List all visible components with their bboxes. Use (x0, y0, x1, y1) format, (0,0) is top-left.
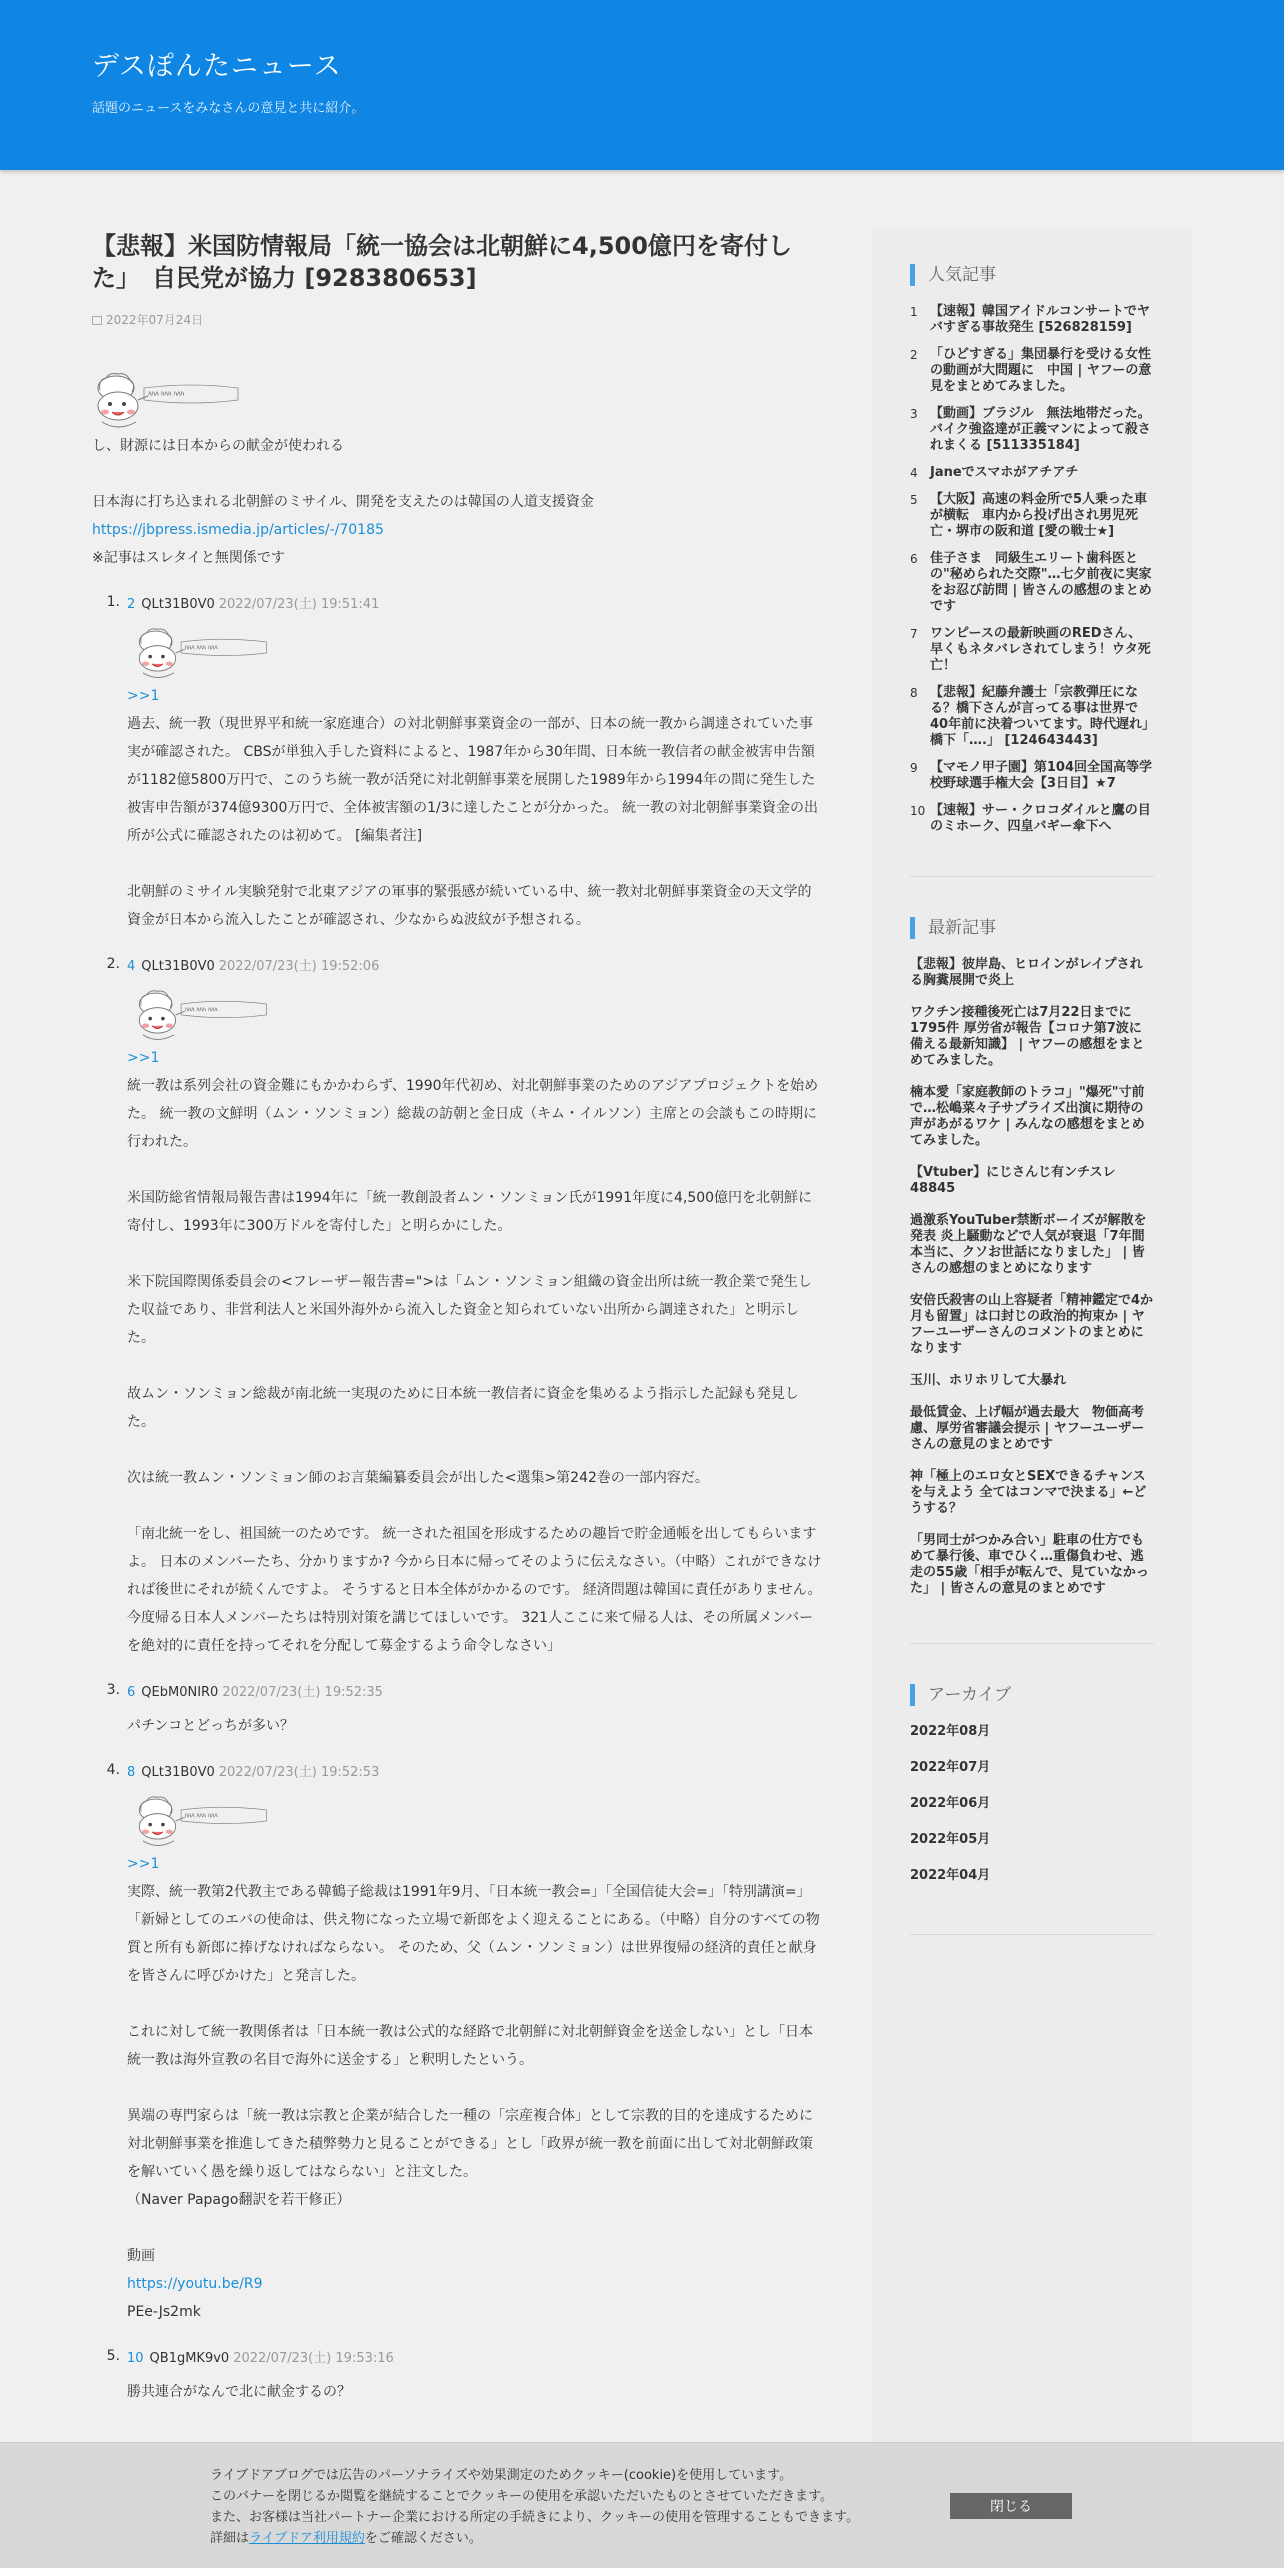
anchor-link[interactable]: >>1 (127, 687, 160, 704)
spacer (127, 1436, 822, 1464)
archive-item[interactable]: 2022年06月 (910, 1796, 991, 1811)
recent-item[interactable]: 楠本愛「家庭教師のトラコ」"爆死"寸前で…松嶋菜々子サプライズ出演に期待の声があがるワケ | みんなの感想をまとめてみました。 (910, 1085, 1145, 1148)
article-title: 【悲報】米国防情報局「統一協会は北朝鮮に4,500億円を寄付した」 自民党が協力 [928380653] (92, 232, 792, 293)
comment-time: 2022/07/23(土) 19:53:16 (233, 2350, 394, 2366)
comment-header (127, 1762, 822, 1784)
recent-item[interactable]: 「男同士がつかみ合い」駐車の仕方でもめて暴行後、車でひく…重傷負わせ、逃走の55歳「相手が転んで、見ていなかった」 | 皆さんの意見のまとめです (910, 1533, 1149, 1596)
rank-number: 1 (910, 305, 918, 319)
recent-list (910, 957, 1154, 1597)
comment-id: QEbM0NIR0 (141, 1684, 219, 1700)
aa-text: ﾊﾊﾊ ﾊﾊﾊ ﾊﾊﾊ (148, 389, 184, 398)
comment-paragraph: 実際、統一教第2代教主である韓鶴子総裁は1991年9月、「日本統一教会=」「全国信徒大会=」「特別講演=」「新婦としてのエバの使命は、供え物になった立場で新郎をよく迎えることにある。（中略）自分のすべての物質と所有も新郎に捧げなければならない。 そのため、父（ムン・ソンミョン）は世界復帰の経済的責任と献身を皆さんに呼びかけた」と発言した。 (127, 1883, 820, 1984)
comment-body (127, 1704, 822, 1740)
comment (92, 1762, 822, 2326)
comment-paragraph: 米下院国際関係委員会の<フレーザー報告書=">は「ムン・ソンミョン組織の資金出所は統一教企業で発生した収益であり、非営利法人と米国外海外から流入した資金と知られていない出所から調達された」と明示した。 (127, 1273, 812, 1346)
sidebar (872, 230, 1192, 2568)
rank-number: 3 (910, 407, 918, 421)
terms-link[interactable]: ライブドア利用規約 (249, 2531, 365, 2546)
comment-paragraph: 故ムン・ソンミョン総裁が南北統一実現のために日本統一教信者に資金を集めるよう指示した記録も発見した。 (127, 1385, 799, 1430)
cookie-banner (0, 2442, 1284, 2568)
reply-link[interactable]: 6 (127, 1684, 136, 1700)
comment-id: QB1gMK9v0 (149, 2350, 230, 2366)
popular-item[interactable] (910, 685, 1154, 749)
article-line: 日本海に打ち込まれる北朝鮮のミサイル、開発を支えたのは韓国の人道支援資金 (92, 493, 594, 510)
ascii-art-image (92, 366, 242, 432)
popular-item[interactable] (910, 626, 1154, 674)
popular-item-title[interactable]: Janeでスマホがアチアチ (930, 465, 1079, 480)
comment-paragraph: 米国防総省情報局報告書は1994年に「統一教創設者ムン・ソンミョン氏が1991年度に4,500億円を北朝鮮に寄付し、1993年に300万ドルを寄付した」と明らかにした。 (127, 1189, 813, 1234)
comment-body (127, 622, 822, 934)
popular-item[interactable] (910, 803, 1154, 835)
comment (92, 594, 822, 934)
popular-item-title[interactable]: 【動画】ブラジル 無法地帯だった。バイク強盗達が正義マンによって殺されまくる [511335184] (930, 406, 1151, 453)
spacer (127, 1492, 822, 1520)
cookie-line: このバナーを閉じるか閲覧を継続することでクッキーの使用を承認いただいたものとさせていただきます。 (210, 2489, 833, 2504)
recent-item[interactable]: 最低賃金、上げ幅が過去最大 物価高考慮、厚労省審議会提示 | ヤフーユーザーさんの意見のまとめです (910, 1405, 1145, 1452)
recent-item[interactable]: 玉川、ホリホリして大暴れ (910, 1373, 1067, 1388)
comment-id: QLt31B0V0 (141, 1764, 215, 1780)
spacer (127, 2214, 822, 2242)
recent-item[interactable]: 【悲報】彼岸島、ヒロインがレイプされる胸糞展開で炎上 (910, 957, 1143, 988)
recent-item[interactable]: 神「極上のエロ女とSEXできるチャンスを与えよう 全てはコンマで決まる」←どうする？ (910, 1469, 1147, 1516)
comment-time: 2022/07/23(土) 19:51:41 (218, 596, 380, 612)
aa-text: ﾊﾊﾊ ﾊﾊﾊ ﾊﾊﾊ (184, 1812, 218, 1820)
spacer (127, 2074, 822, 2102)
recent-articles-widget (910, 917, 1154, 1644)
recent-item[interactable]: 安倍氏殺害の山上容疑者「精神鑑定で4か月も留置」は口封じの政治的拘束か | ヤフーユーザーさんのコメントのまとめになります (910, 1293, 1154, 1356)
comment-header (127, 956, 822, 978)
ascii-art-image (127, 622, 277, 682)
comment-number: 4. (106, 1761, 120, 1778)
cookie-line: また、お客様は当社パートナー企業における所定の手続きにより、クッキーの使用を管理することもできます。 (210, 2510, 859, 2525)
site-header (0, 0, 1284, 170)
comment-number: 5. (106, 2347, 120, 2364)
comment-time: 2022/07/23(土) 19:52:35 (222, 1684, 383, 1700)
anchor-link[interactable]: >>1 (127, 1855, 160, 1872)
spacer (127, 1352, 822, 1380)
cookie-close-button[interactable]: 閉じる (950, 2493, 1072, 2519)
comment-paragraph: 統一教は系列会社の資金難にもかかわらず、1990年代初め、対北朝鮮事業のためのアジアプロジェクトを始めた。 統一教の文鮮明（ムン・ソンミョン）総裁の訪朝と金日成（キム・イルソン）主席との会談もこの時期に行われた。 (127, 1077, 819, 1150)
article-line: し、財源には日本からの献金が使われる (92, 437, 344, 454)
comment-paragraph: パチンコとどっちが多い？ (127, 1717, 295, 1734)
comment-paragraph: PEe-Js2mk (127, 2303, 201, 2320)
comment-header (127, 1682, 822, 1704)
rank-number: 6 (910, 552, 918, 566)
site-description: 話題のニュースをみなさんの意見と共に紹介。 (92, 101, 365, 116)
widget-title: アーカイブ (910, 1684, 1154, 1706)
spacer (127, 1990, 822, 2018)
cookie-line: 詳細はライブドア利用規約をご確認ください。 (210, 2531, 482, 2546)
rank-number: 10 (910, 804, 926, 818)
comment-header (127, 594, 822, 616)
spacer (127, 1156, 822, 1184)
comment-paragraph: 異端の専門家らは「統一教は宗教と企業が結合した一種の「宗産複合体」として宗教的目的を達成するために対北朝鮮事業を推進してきた積弊勢力と見ることができる」とし「政界が統一教を前面に出して対北朝鮮政策を解いていく愚を繰り返してはならない」と注文した。 (127, 2107, 813, 2180)
comment-number: 1. (106, 593, 120, 610)
recent-item[interactable]: 【Vtuber】にじさんじ有ンチスレ48845 (910, 1165, 1116, 1196)
comment-header (127, 2348, 822, 2370)
comment-paragraph: 過去、統一教（現世界平和統一家庭連合）の対北朝鮮事業資金の一部が、日本の統一教から調達されていた事実が確認された。 CBSが単独入手した資料によると、1987年から30年間、日本統一教信者の献金被害申告額が1182億5800万円で、このうち統一教が活発に対北朝鮮事業を展開した1989年から1994年の間に発生した被害申告額が374億9300万円で、全体被害額の1/3に達したことが分かった。 統一教の対北朝鮮事業資金の出所が公式に確認されたのは初めて。 [編集者注] (127, 715, 819, 844)
popular-item[interactable] (910, 551, 1154, 615)
spacer (127, 850, 822, 878)
comment-body (127, 1790, 822, 2326)
comment (92, 956, 822, 1660)
comment-paragraph: 「南北統一をし、祖国統一のためです。 統一された祖国を形成するための趣旨で貯金通帳を出してもらいますよ。 日本のメンバーたち、分かりますか? 今から日本に帰ってそのように伝えなさい。（中略）これができなければ後世にそれが続くんですよ。 そうすると日本全体がかかるのです。 経済問題は韓国に責任がありません。 今度帰る日本人メンバーたちは特別対策を講じてほしいです。 321人ここに来て帰る人は、その所属メンバーを絶対的に責任を持ってそれを分配して募金するよう命令しなさい」 (127, 1525, 822, 1654)
comment-list (92, 594, 822, 2406)
popular-item[interactable] (910, 406, 1154, 454)
reply-link[interactable]: 8 (127, 1764, 136, 1780)
popular-item[interactable] (910, 492, 1154, 540)
popular-item-title[interactable]: 【速報】サー・クロコダイルと鷹の目のミホーク、四皇バギー傘下へ (930, 803, 1151, 834)
popular-item[interactable] (910, 304, 1154, 336)
comment-paragraph: 勝共連合がなんで北に献金するの？ (127, 2383, 351, 2400)
popular-item-title[interactable]: 佳子さま 同級生エリート歯科医との"秘められた交際"…七夕前夜に実家をお忍び訪問 | 皆さんの感想のまとめです (930, 551, 1152, 614)
rank-number: 4 (910, 466, 918, 480)
recent-item[interactable]: 過激系YouTuber禁断ボーイズが解散を発表 炎上騒動などで人気が衰退「7年間本当に、クソお世話になりました」 | 皆さんの感想のまとめになります (910, 1213, 1147, 1276)
site-title[interactable]: デスぽんたニュース (92, 51, 342, 82)
popular-item-title[interactable]: 【大阪】高速の料金所で5人乗った車が横転 車内から投げ出され男児死亡・堺市の阪和道 [愛の戦士★] (930, 492, 1148, 539)
comment-body (127, 2370, 822, 2406)
article-line: ※記事はスレタイと無関係です (92, 549, 285, 566)
rank-number: 2 (910, 348, 918, 362)
cookie-text (210, 2465, 859, 2549)
ascii-art-image (127, 984, 277, 1044)
comment (92, 2348, 822, 2406)
rank-number: 9 (910, 761, 918, 775)
popular-item-title[interactable]: 【速報】韓国アイドルコンサートでヤバすぎる事故発生 [526828159] (930, 304, 1150, 335)
ascii-art-image (127, 1790, 277, 1850)
comment-paragraph: 動画 (127, 2247, 155, 2264)
popular-item[interactable] (910, 347, 1154, 395)
archive-list (910, 1724, 1154, 1884)
archive-item[interactable]: 2022年04月 (910, 1868, 991, 1883)
rank-number: 5 (910, 493, 918, 507)
cookie-line: ライブドアブログでは広告のパーソナライズや効果測定のためクッキー(cookie)を使用しています。 (210, 2468, 793, 2483)
archive-item[interactable]: 2022年05月 (910, 1832, 991, 1847)
reply-link[interactable]: 2 (127, 596, 136, 612)
comment-body (127, 984, 822, 1660)
widget-title: 人気記事 (910, 264, 1154, 286)
video-link[interactable]: https://youtu.be/R9 (127, 2275, 263, 2292)
article-date (92, 311, 822, 328)
recent-item[interactable]: ワクチン接種後死亡は7月22日までに1795件 厚労省が報告【コロナ第7波に備える最新知識】 | ヤフーの感想をまとめてみました。 (910, 1005, 1145, 1068)
archive-item[interactable]: 2022年07月 (910, 1760, 991, 1775)
comment-paragraph: これに対して統一教関係者は「日本統一教は公式的な経路で北朝鮮に対北朝鮮資金を送金しない」とし「日本統一教は海外宣教の名目で海外に送金する」と釈明したという。 (127, 2023, 813, 2068)
popular-item-title[interactable]: 【悲報】紀藤弁護士「宗教弾圧になる？橋下さんが言ってる事は世界で40年前に決着ついてます。時代遅れ」橋下「….」 [124643443] (930, 685, 1149, 748)
article-body (92, 366, 822, 572)
comment-paragraph: 次は統一教ムン・ソンミョン師のお言葉編纂委員会が出した<選集>第242巻の一部内容だ。 (127, 1469, 709, 1486)
comment-time: 2022/07/23(土) 19:52:06 (218, 958, 380, 974)
spacer (127, 1240, 822, 1268)
popular-item[interactable] (910, 760, 1154, 792)
calendar-icon (92, 316, 102, 325)
archive-item[interactable]: 2022年08月 (910, 1724, 991, 1739)
anchor-link[interactable]: >>1 (127, 1049, 160, 1066)
rank-number: 8 (910, 686, 918, 700)
popular-item-title[interactable]: 【マモノ甲子園】第104回全国高等学校野球選手権大会【3日目】★7 (930, 760, 1153, 791)
aa-text: ﾊﾊﾊ ﾊﾊﾊ ﾊﾊﾊ (184, 1006, 218, 1014)
popular-list (910, 304, 1154, 835)
comment-id: QLt31B0V0 (141, 958, 215, 974)
comment-time: 2022/07/23(土) 19:52:53 (218, 1764, 380, 1780)
popular-articles-widget (910, 264, 1154, 877)
main-content (92, 230, 822, 2428)
comment-paragraph: （Naver Papago翻訳を若干修正） (127, 2191, 351, 2208)
widget-title: 最新記事 (910, 917, 1154, 939)
comment-id: QLt31B0V0 (141, 596, 215, 612)
article-date-text: 2022年07月24日 (106, 312, 204, 327)
source-link[interactable]: https://jbpress.ismedia.jp/articles/-/70185 (92, 521, 384, 538)
rank-number: 7 (910, 627, 918, 641)
archive-widget (910, 1684, 1154, 1935)
comment-paragraph: 北朝鮮のミサイル実験発射で北東アジアの軍事的緊張感が続いている中、統一教対北朝鮮事業資金の天文学的資金が日本から流入したことが確認され、少なからぬ波紋が予想される。 (127, 883, 812, 928)
comment-number: 3. (106, 1681, 120, 1698)
popular-item[interactable] (910, 465, 1154, 481)
popular-item-title[interactable]: 「ひどすぎる」集団暴行を受ける女性の動画が大問題に 中国 | ヤフーの意見をまとめてみました。 (930, 347, 1152, 394)
reply-link[interactable]: 4 (127, 958, 136, 974)
reply-link[interactable]: 10 (127, 2350, 144, 2366)
popular-item-title[interactable]: ワンピースの最新映画のREDさん、早くもネタバレされてしまう！ウタ死亡！ (930, 626, 1151, 673)
comment (92, 1682, 822, 1740)
comment-number: 2. (106, 955, 120, 972)
aa-text: ﾊﾊﾊ ﾊﾊﾊ ﾊﾊﾊ (184, 644, 218, 652)
article-line (92, 460, 822, 488)
